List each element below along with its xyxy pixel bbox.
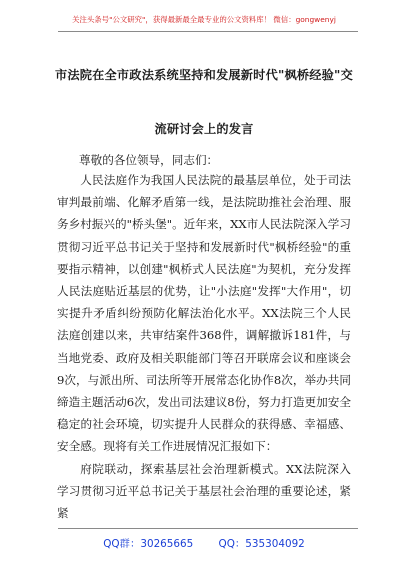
salutation: 尊敬的各位领导，同志们： <box>79 153 219 167</box>
header-banner: 关注头条号"公文研究"，获得最新最全最专业的公文资料库！ 微信：gongwenyj <box>72 15 336 24</box>
document-body <box>57 169 351 524</box>
footer-qq-number: QQ：535304092 <box>218 538 305 550</box>
body-paragraph: 府院联动，探索基层社会治理新模式。XX法院深入学习贯彻习近平总书记关于基层社会治理的重要论述，紧紧 <box>57 461 351 521</box>
header-divider <box>58 31 358 32</box>
footer-divider <box>58 528 358 529</box>
footer-qq-group: QQ群：30265665 <box>103 538 194 550</box>
footer-contact <box>0 535 408 550</box>
body-paragraph: 人民法庭作为我国人民法院的最基层单位，处于司法审判最前端、化解矛盾第一线，是法院助推社会治理、服务乡村振兴的"桥头堡"。近年来，XX市人民法院深入学习贯彻习近平总书记关于坚持和发展新时代"枫桥经验"的重要指示精神，以创建"枫桥式人民法庭"为契机，充分发挥人民法庭贴近基层的优势，让"小法庭"发挥"大作用"，切实提升矛盾纠纷预防化解法治化水平。XX法院三个人民法庭创建以来，共审结案件368件，调解撤诉181件，与当地党委、政府及相关职能部门等召开联席会议和座谈会9次，与派出所、司法所等开展常态化协作8次，举办共同缔造主题活动6次，发出司法建议8份，努力打造更加安全稳定的社会环境，切实提升人民群众的获得感、幸福感、安全感。现将有关工作进展情况汇报如下： <box>57 173 351 454</box>
document-title-line-1: 市法院在全市政法系统坚持和发展新时代"枫桥经验"交 <box>54 68 353 82</box>
document-title-line-2: 流研讨会上的发言 <box>154 122 254 136</box>
